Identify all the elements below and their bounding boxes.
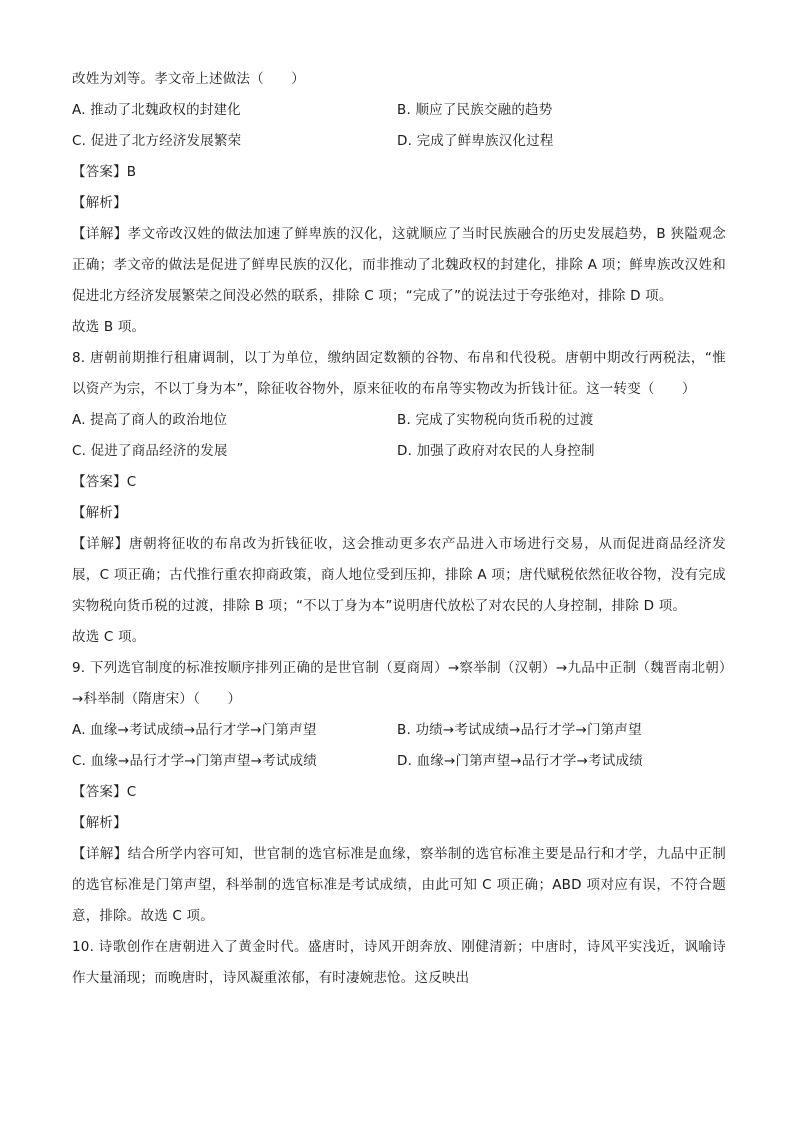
q10-stem: 10. 诗歌创作在唐朝进入了黄金时代。盛唐时，诗风开朗奔放、刚健清新；中唐时，诗风平实浅近，讽喻诗作大量涌现；而晚唐时，诗风凝重浓郁，有时凄婉悲怆。这反映出	[72, 939, 726, 986]
q8-option-b: B. 完成了实物税向货币税的过渡	[397, 412, 594, 428]
q8-option-a: A. 提高了商人的政治地位	[72, 412, 228, 428]
q8-options-row-1	[72, 405, 726, 436]
q8-options-row-2	[72, 436, 726, 467]
q7-stem-tail: 改姓为刘等。孝文帝上述做法（ ）	[72, 71, 305, 87]
q7-options-row-1	[72, 95, 726, 126]
q7-answer: 【答案】B	[72, 164, 137, 180]
q7-option-c: C. 促进了北方经济发展繁荣	[72, 133, 242, 149]
q9-options-row-1	[72, 715, 726, 746]
q7-conclusion: 故选 B 项。	[72, 319, 146, 335]
q8-option-c: C. 促进了商品经济的发展	[72, 443, 228, 459]
q9-option-c: C. 血缘→品行才学→门第声望→考试成绩	[72, 753, 317, 769]
q8-option-d: D. 加强了政府对农民的人身控制	[397, 443, 595, 459]
q9-stem: 9. 下列选官制度的标准按顺序排列正确的是世官制（夏商周）→察举制（汉朝）→九品中正制（魏晋南北朝）→科举制（隋唐宋）（ ）	[72, 660, 726, 707]
q9-answer: 【答案】C	[72, 784, 137, 800]
q9-analysis-label: 【解析】	[72, 815, 127, 831]
q7-analysis-label: 【解析】	[72, 195, 127, 211]
q9-option-a: A. 血缘→考试成绩→品行才学→门第声望	[72, 722, 317, 738]
q9-detail: 【详解】结合所学内容可知，世官制的选官标准是血缘，察举制的选官标准主要是品行和才学，九品中正制的选官标准是门第声望，科举制的选官标准是考试成绩，由此可知 C 项正确；ABD 项对应有误，不符合题意，排除。故选 C 项。	[72, 846, 726, 924]
q8-conclusion: 故选 C 项。	[72, 629, 146, 645]
document-page	[72, 64, 726, 994]
q7-option-b: B. 顺应了民族交融的趋势	[397, 102, 553, 118]
q7-detail: 【详解】孝文帝改汉姓的做法加速了鲜卑族的汉化，这就顺应了当时民族融合的历史发展趋势，B 狭隘观念正确；孝文帝的做法是促进了鲜卑民族的汉化，而非推动了北魏政权的封建化，排除 A 项；鲜卑族改汉姓和促进北方经济发展繁荣之间没必然的联系，排除 C 项；“完成了”的说法过于夸张绝对，排除 D 项。	[72, 226, 726, 304]
q7-options-row-2	[72, 126, 726, 157]
q9-option-d: D. 血缘→门第声望→品行才学→考试成绩	[397, 753, 643, 769]
q8-detail: 【详解】唐朝将征收的布帛改为折钱征收，这会推动更多农产品进入市场进行交易，从而促进商品经济发展，C 项正确；古代推行重农抑商政策，商人地位受到压抑，排除 A 项；唐代赋税依然征收谷物，没有完成实物税向货币税的过渡，排除 B 项；“不以丁身为本”说明唐代放松了对农民的人身控制，排除 D 项。	[72, 536, 726, 614]
q8-answer: 【答案】C	[72, 474, 137, 490]
q9-option-b: B. 功绩→考试成绩→品行才学→门第声望	[397, 722, 642, 738]
q9-options-row-2	[72, 746, 726, 777]
q8-stem: 8. 唐朝前期推行租庸调制，以丁为单位，缴纳固定数额的谷物、布帛和代役税。唐朝中期改行两税法，“惟以资产为宗，不以丁身为本”，除征收谷物外，原来征收的布帛等实物改为折钱计征。这一转变（ ）	[72, 350, 726, 397]
q7-option-d: D. 完成了鲜卑族汉化过程	[397, 133, 554, 149]
q7-option-a: A. 推动了北魏政权的封建化	[72, 102, 241, 118]
q8-analysis-label: 【解析】	[72, 505, 127, 521]
